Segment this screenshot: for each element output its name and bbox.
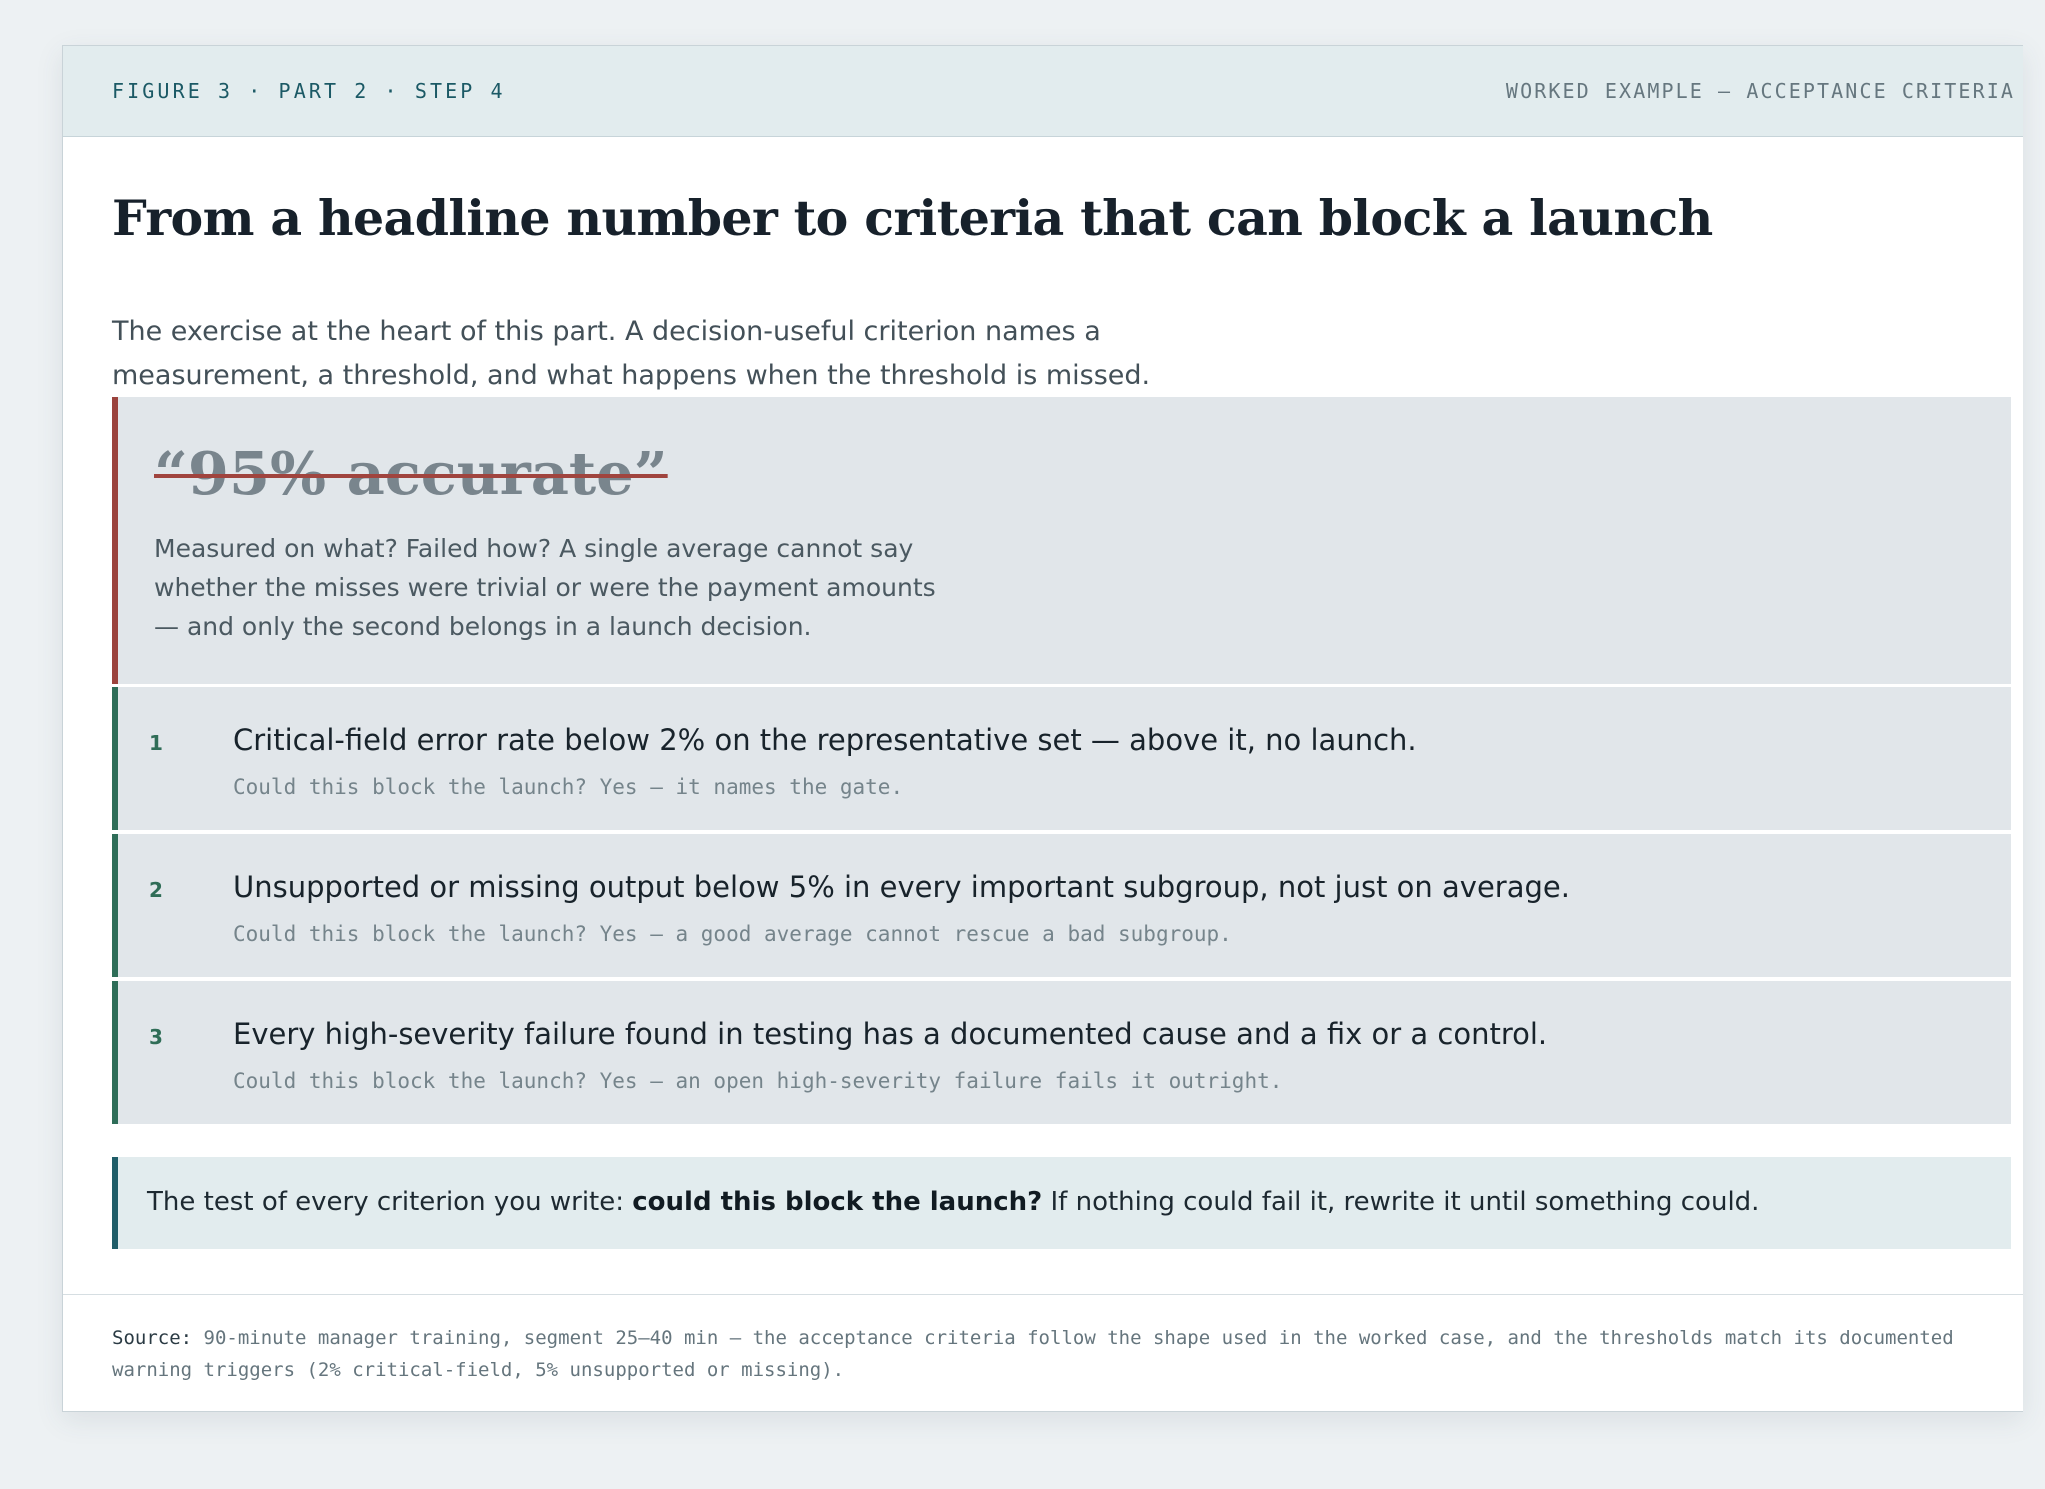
criterion-card-2 bbox=[112, 834, 2011, 977]
criterion-text: Every high-severity failure found in testing has a documented cause and a fix or a control. bbox=[233, 1017, 1548, 1051]
source-label: Source: bbox=[112, 1327, 193, 1349]
callout-suffix: If nothing could fail it, rewrite it until something could. bbox=[1042, 1187, 1760, 1217]
criterion-number: 1 bbox=[149, 731, 163, 755]
figure-path: FIGURE 3 · PART 2 · STEP 4 bbox=[112, 79, 506, 103]
callout-prefix: The test of every criterion you write: bbox=[147, 1187, 633, 1217]
figure-card bbox=[62, 45, 2023, 1412]
page-title: From a headline number to criteria that can block a launch bbox=[112, 189, 1713, 247]
intro-paragraph: The exercise at the heart of this part. A decision-useful criterion names a measurement, a threshold, and what happens when the threshold is missed. bbox=[112, 316, 1151, 391]
figure-header bbox=[63, 46, 2023, 137]
callout-text bbox=[147, 1183, 1759, 1221]
source-note bbox=[112, 1322, 2022, 1386]
criterion-card-3 bbox=[112, 981, 2011, 1124]
criterion-block-test: Could this block the launch? Yes — a good average cannot rescue a bad subgroup. bbox=[233, 922, 1232, 946]
criterion-text: Unsupported or missing output below 5% in every important subgroup, not just on average. bbox=[233, 870, 1570, 904]
criterion-block-test: Could this block the launch? Yes — an open high-severity failure fails it outright. bbox=[233, 1069, 1283, 1093]
callout-emphasis: could this block the launch? bbox=[632, 1187, 1043, 1217]
criterion-card-1 bbox=[112, 687, 2011, 830]
criterion-text: Critical-field error rate below 2% on the representative set — above it, no launch. bbox=[233, 723, 1417, 757]
criterion-block-test: Could this block the launch? Yes — it names the gate. bbox=[233, 775, 904, 799]
source-divider bbox=[63, 1294, 2023, 1295]
criterion-number: 2 bbox=[149, 878, 163, 902]
rejected-accuracy-quote: “95% accurate” bbox=[154, 439, 668, 508]
criterion-test-callout bbox=[112, 1157, 2011, 1249]
source-text: 90-minute manager training, segment 25–40 min — the acceptance criteria follow the shape used in the worked case, and the thresholds match its documented warning triggers (2% critical-field, 5% unsupported or missing). bbox=[112, 1327, 1966, 1381]
figure-type: WORKED EXAMPLE — ACCEPTANCE CRITERIA bbox=[1505, 79, 2015, 103]
rejected-headline-panel bbox=[112, 397, 2011, 684]
criterion-number: 3 bbox=[149, 1025, 163, 1049]
rejected-headline-explanation: Measured on what? Failed how? A single average cannot say whether the misses were trivial or were the payment amounts — and only the second belongs in a launch decision. bbox=[154, 534, 936, 641]
